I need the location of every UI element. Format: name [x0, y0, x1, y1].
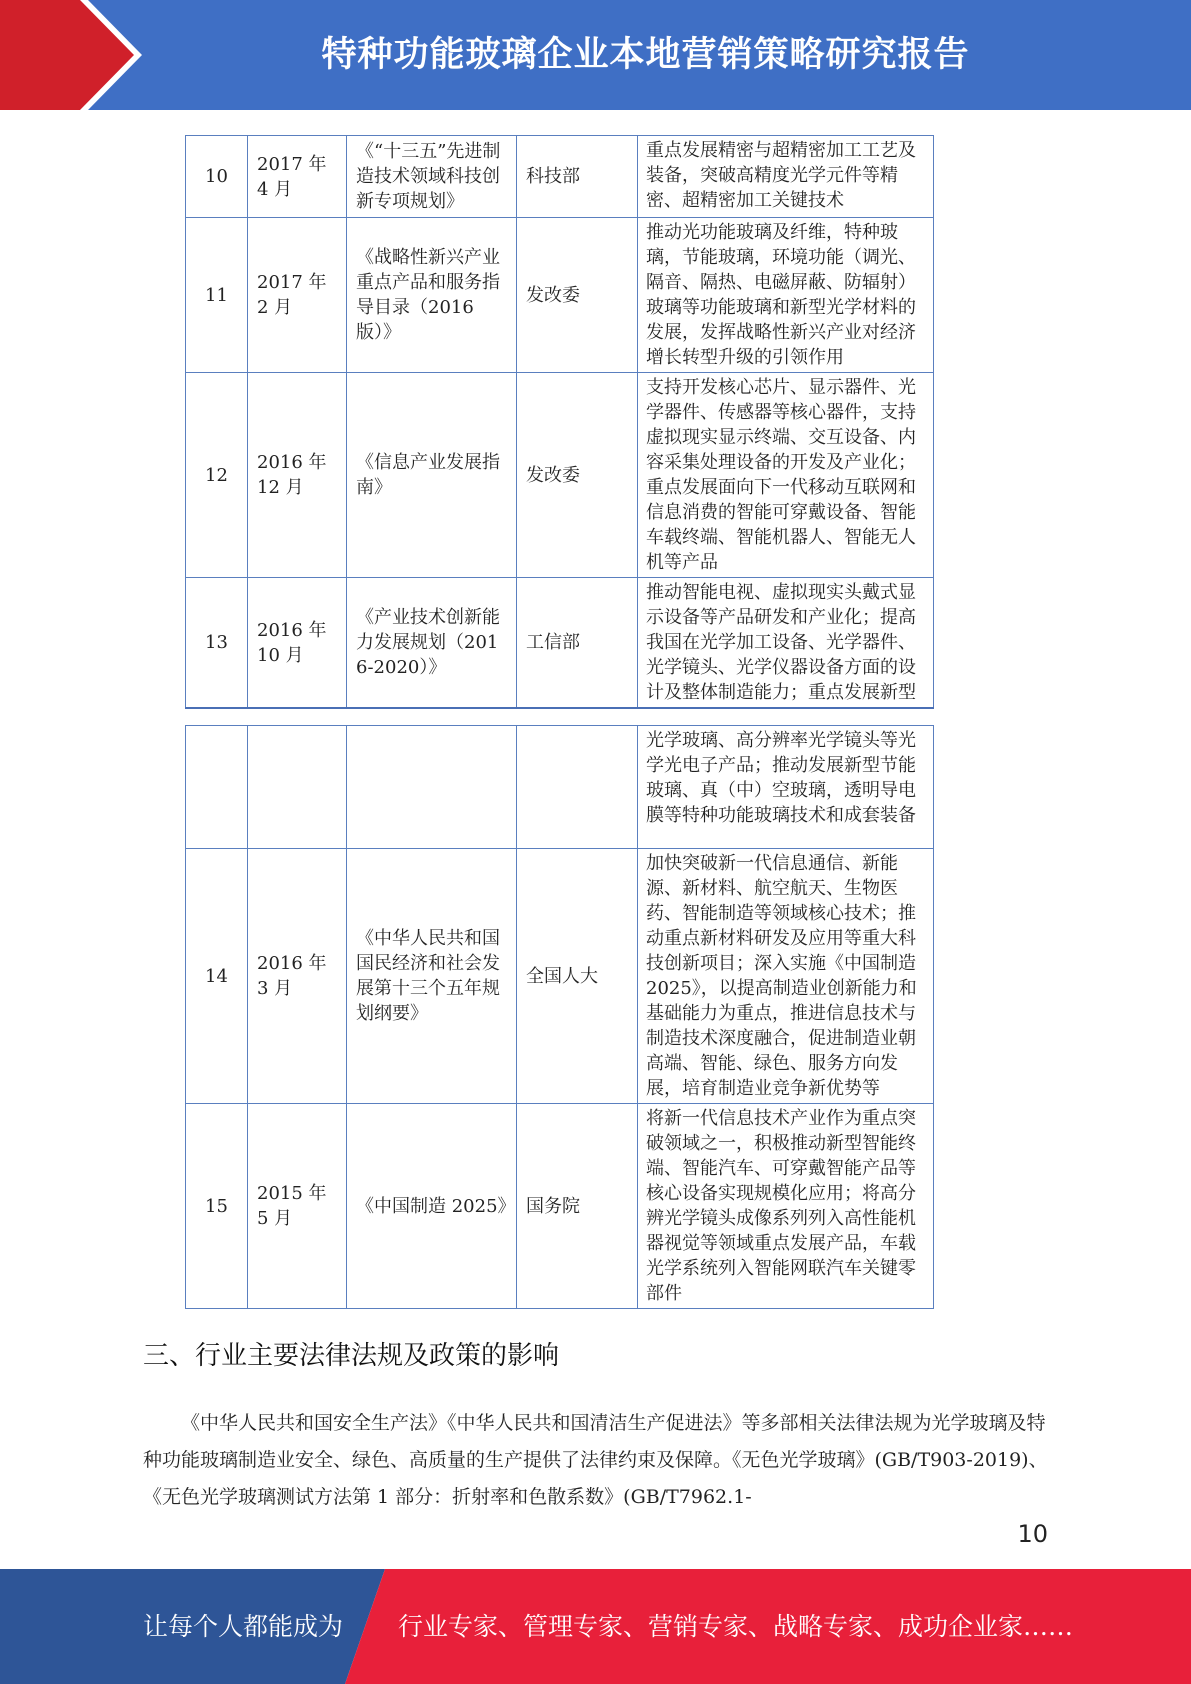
row-department — [517, 726, 638, 849]
row-number: 11 — [186, 218, 248, 373]
footer-slogan-right: 行业专家、管理专家、营销专家、战略专家、成功企业家…… — [398, 1612, 1074, 1641]
row-department: 科技部 — [517, 136, 638, 218]
row-number: 12 — [186, 373, 248, 578]
row-content: 加快突破新一代信息通信、新能源、新材料、航空航天、生物医药、智能制造等领域核心技术；推动重点新材料研发及应用等重大科技创新项目；深入实施《中国制造 2025》，以提高制造业创新能力和基础能力为重点，推进信息技术与制造技术深度融合，促进制造业朝高端、智能、绿色、服务方向发展，培育制造业竞争新优势等 — [638, 849, 934, 1104]
row-date: 2017 年 2 月 — [248, 218, 347, 373]
row-date: 2016 年 12 月 — [248, 373, 347, 578]
policy-table-part-2 — [185, 725, 934, 1309]
table-row — [186, 578, 934, 709]
row-number: 10 — [186, 136, 248, 218]
row-document: 《产业技术创新能力发展规划（2016-2020）》 — [347, 578, 517, 709]
section-heading: 三、行业主要法律法规及政策的影响 — [143, 1341, 560, 1371]
row-number: 13 — [186, 578, 248, 709]
row-document: 《中华人民共和国国民经济和社会发展第十三个五年规划纲要》 — [347, 849, 517, 1104]
row-number: 15 — [186, 1104, 248, 1309]
row-date: 2016 年 10 月 — [248, 578, 347, 709]
row-document: 《战略性新兴产业重点产品和服务指导目录（2016 版）》 — [347, 218, 517, 373]
footer-slogan-left: 让每个人都能成为 — [143, 1612, 344, 1641]
header-title: 特种功能玻璃企业本地营销策略研究报告 — [321, 35, 970, 75]
table-row — [186, 136, 934, 218]
row-document — [347, 726, 517, 849]
row-content: 光学玻璃、高分辨率光学镜头等光学光电子产品；推动发展新型节能玻璃、真（中）空玻璃，透明导电膜等特种功能玻璃技术和成套装备 — [638, 726, 934, 849]
row-department: 发改委 — [517, 373, 638, 578]
table-row — [186, 849, 934, 1104]
page-number: 10 — [1017, 1520, 1048, 1548]
header-red-arrow-decoration — [0, 0, 150, 110]
row-content: 重点发展精密与超精密加工工艺及装备，突破高精度光学元件等精密、超精密加工关键技术 — [638, 136, 934, 218]
row-number: 14 — [186, 849, 248, 1104]
row-content: 推动智能电视、虚拟现实头戴式显示设备等产品研发和产业化；提高我国在光学加工设备、光学器件、光学镜头、光学仪器设备方面的设计及整体制造能力；重点发展新型 — [638, 578, 934, 709]
table-row — [186, 373, 934, 578]
row-department: 工信部 — [517, 578, 638, 709]
page-footer — [0, 1569, 1191, 1684]
row-department: 国务院 — [517, 1104, 638, 1309]
row-document: 《“十三五”先进制造技术领域科技创新专项规划》 — [347, 136, 517, 218]
section-body-paragraph: 《中华人民共和国安全生产法》《中华人民共和国清洁生产促进法》等多部相关法律法规为光学玻璃及特种功能玻璃制造业安全、绿色、高质量的生产提供了法律约束及保障。《无色光学玻璃》(GB/T903-2019)、《无色光学玻璃测试方法第 1 部分：折射率和色散系数》(GB/T7962.1- — [143, 1412, 1048, 1508]
row-document: 《信息产业发展指南》 — [347, 373, 517, 578]
row-content: 将新一代信息技术产业作为重点突破领域之一，积极推动新型智能终端、智能汽车、可穿戴智能产品等核心设备实现规模化应用；将高分辨光学镜头成像系列列入高性能机器视觉等领域重点发展产品，车载光学系统列入智能网联汽车关键零部件 — [638, 1104, 934, 1309]
row-date: 2016 年 3 月 — [248, 849, 347, 1104]
row-date: 2015 年 5 月 — [248, 1104, 347, 1309]
table-row — [186, 726, 934, 849]
row-content: 支持开发核心芯片、显示器件、光学器件、传感器等核心器件，支持虚拟现实显示终端、交互设备、内容采集处理设备的开发及产业化；重点发展面向下一代移动互联网和信息消费的智能可穿戴设备、智能车载终端、智能机器人、智能无人机等产品 — [638, 373, 934, 578]
policy-table-part-1 — [185, 135, 934, 709]
row-date: 2017 年 4 月 — [248, 136, 347, 218]
table-row — [186, 1104, 934, 1309]
row-department: 发改委 — [517, 218, 638, 373]
row-content: 推动光功能玻璃及纤维，特种玻璃，节能玻璃，环境功能（调光、隔音、隔热、电磁屏蔽、防辐射）玻璃等功能玻璃和新型光学材料的发展，发挥战略性新兴产业对经济增长转型升级的引领作用 — [638, 218, 934, 373]
row-date — [248, 726, 347, 849]
row-document: 《中国制造 2025》 — [347, 1104, 517, 1309]
page-header — [0, 0, 1191, 110]
row-number — [186, 726, 248, 849]
row-department: 全国人大 — [517, 849, 638, 1104]
table-row — [186, 218, 934, 373]
